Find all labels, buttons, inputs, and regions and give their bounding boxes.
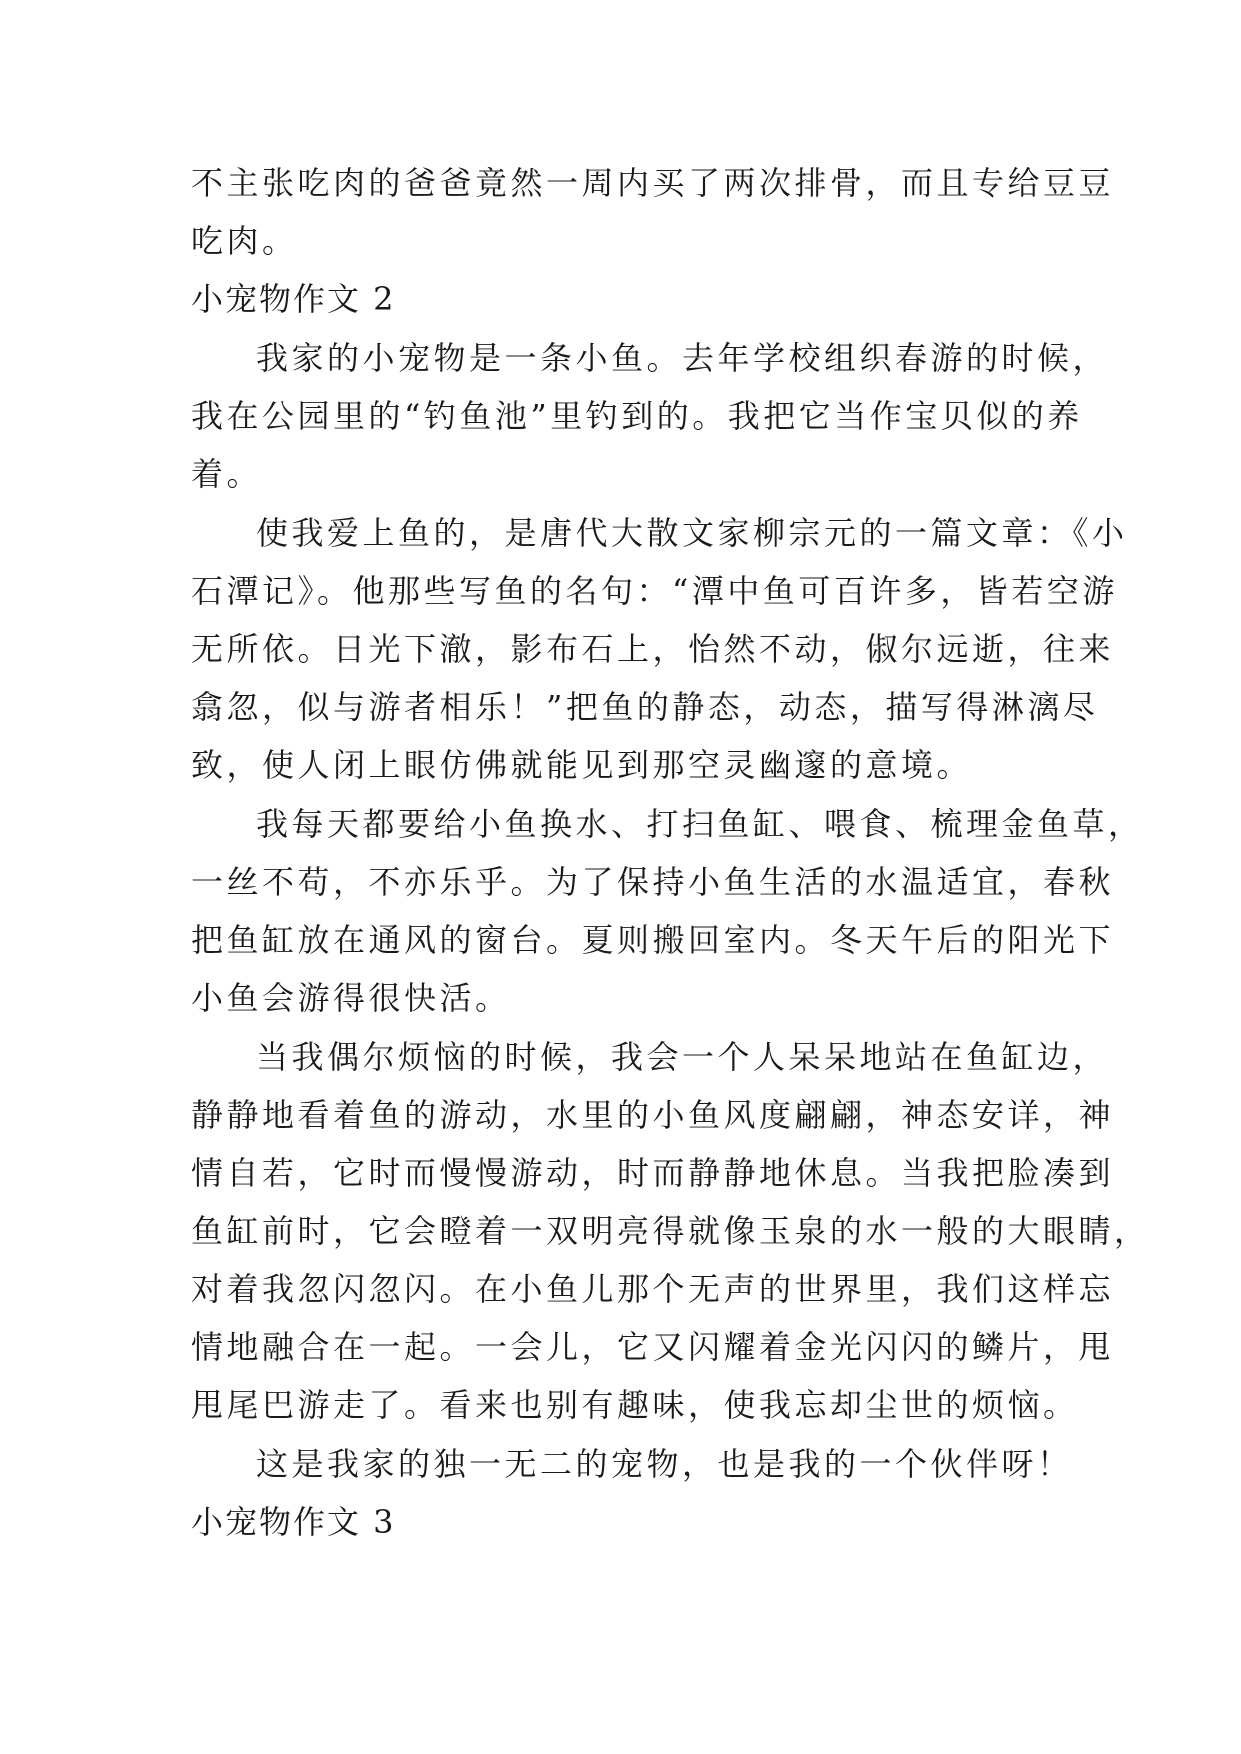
- intro-line-2: 吃肉。: [191, 222, 298, 260]
- essay2-p2-line-4: 翕忽，似与游者相乐！”把鱼的静态，动态，描写得淋漓尽: [191, 688, 1099, 726]
- essay2-p4-line-4: 鱼缸前时，它会瞪着一双明亮得就像玉泉的水一般的大眼睛，: [191, 1212, 1150, 1250]
- essay2-p4-line-7: 甩尾巴游走了。看来也别有趣味，使我忘却尘世的烦恼。: [191, 1386, 1079, 1424]
- essay2-p3-line-1: 我每天都要给小鱼换水、打扫鱼缸、喂食、梳理金鱼草，: [256, 805, 1144, 843]
- essay2-p5-line-1: 这是我家的独一无二的宠物，也是我的一个伙伴呀！: [256, 1445, 1073, 1483]
- intro-line-1: 不主张吃肉的爸爸竟然一周内买了两次排骨，而且专给豆豆: [191, 164, 1115, 202]
- essay2-p4-line-6: 情地融合在一起。一会儿，它又闪耀着金光闪闪的鳞片，甩: [191, 1328, 1115, 1366]
- essay2-p2-line-1: 使我爱上鱼的，是唐代大散文家柳宗元的一篇文章：《小: [256, 514, 1128, 552]
- essay2-p1-line-3: 着。: [191, 455, 263, 493]
- essay2-p4-line-5: 对着我忽闪忽闪。在小鱼儿那个无声的世界里，我们这样忘: [191, 1270, 1115, 1308]
- essay2-p4-line-3: 情自若，它时而慢慢游动，时而静静地休息。当我把脸凑到: [191, 1154, 1115, 1192]
- essay2-p2-line-3: 无所依。日光下澈，影布石上，怡然不动，俶尔远逝，往来: [191, 630, 1115, 668]
- essay2-p3-line-4: 小鱼会游得很快活。: [191, 979, 511, 1017]
- essay2-p3-line-2: 一丝不苟，不亦乐乎。为了保持小鱼生活的水温适宜，春秋: [191, 863, 1115, 901]
- essay2-p4-line-1: 当我偶尔烦恼的时候，我会一个人呆呆地站在鱼缸边，: [256, 1038, 1109, 1076]
- essay2-p2-line-2: 石潭记》。他那些写鱼的名句：“潭中鱼可百许多，皆若空游: [191, 572, 1118, 610]
- essay2-title: 小宠物作文 2: [191, 280, 396, 318]
- essay2-p1-line-2: 我在公园里的“钓鱼池”里钓到的。我把它当作宝贝似的养: [191, 397, 1083, 435]
- essay3-title: 小宠物作文 3: [191, 1503, 396, 1541]
- essay2-p2-line-5: 致，使人闭上眼仿佛就能见到那空灵幽邃的意境。: [191, 746, 973, 784]
- essay2-p3-line-3: 把鱼缸放在通风的窗台。夏则搬回室内。冬天午后的阳光下: [191, 921, 1115, 959]
- essay2-p1-line-1: 我家的小宠物是一条小鱼。去年学校组织春游的时候，: [256, 339, 1109, 377]
- essay2-p4-line-2: 静静地看着鱼的游动，水里的小鱼风度翩翩，神态安详，神: [191, 1096, 1115, 1134]
